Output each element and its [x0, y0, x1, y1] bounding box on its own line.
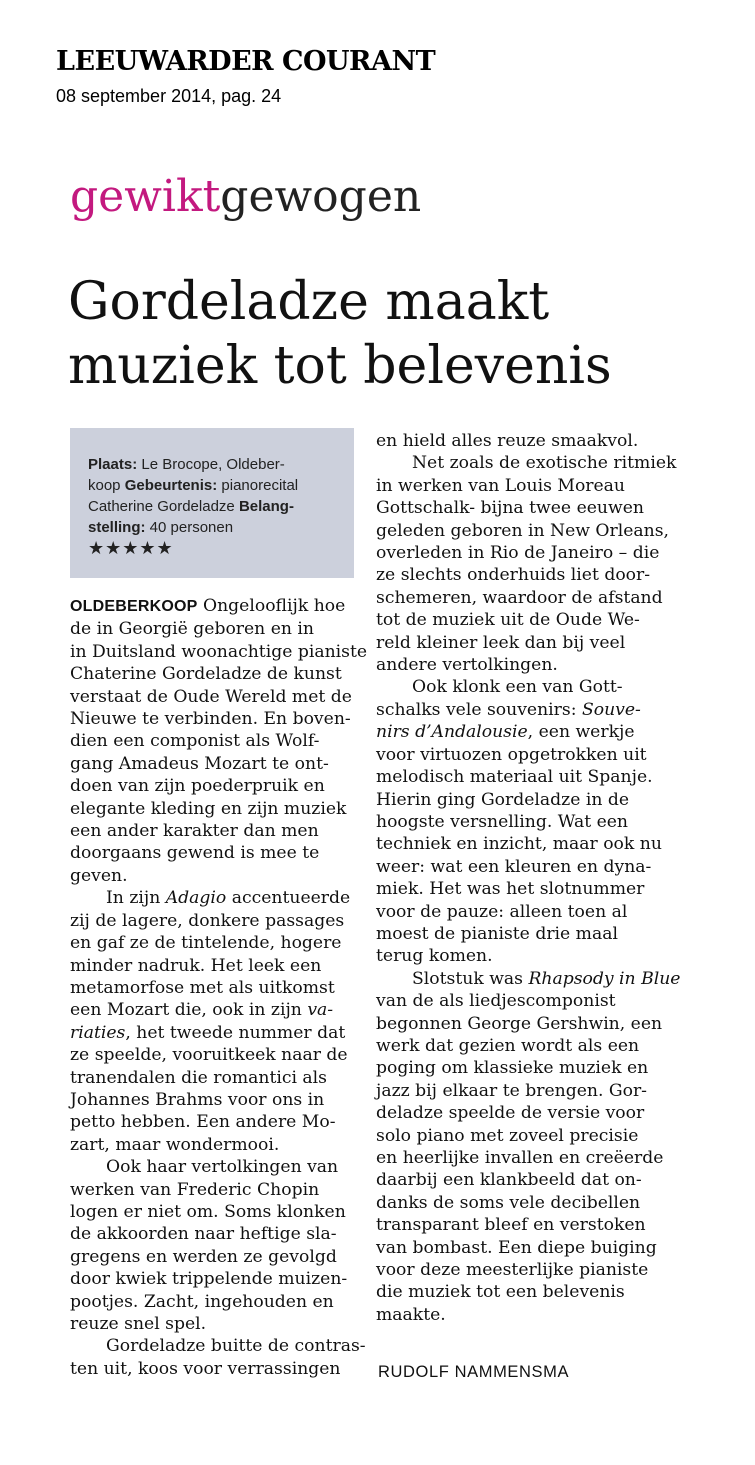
article-line	[70, 1291, 370, 1313]
article-line	[70, 618, 370, 640]
article-line	[376, 564, 676, 586]
article-line	[376, 1080, 676, 1102]
article-line	[70, 1044, 370, 1066]
article-line	[70, 708, 370, 730]
article-line	[376, 1304, 676, 1326]
text-run: tot de muziek uit de Oude We-	[376, 610, 640, 631]
text-run: en hield alles reuze smaakvol.	[376, 431, 639, 451]
text-run: petto hebben. Een andere Mo-	[70, 1112, 336, 1133]
text-run: metamorfose met als uitkomst	[70, 977, 335, 998]
text-run: miek. Het was het slotnummer	[376, 879, 645, 900]
text-run: overleden in Rio de Janeiro – die	[376, 543, 660, 564]
rubric-part-a: gewikt	[70, 171, 221, 222]
article-line	[70, 686, 370, 708]
article-line	[376, 1147, 676, 1169]
article-line	[376, 789, 676, 811]
article-line	[376, 542, 676, 564]
article-line	[70, 1358, 370, 1380]
text-run: , een werkje	[527, 722, 635, 743]
event-value: pianorecital	[217, 477, 299, 494]
text-run: solo piano met zoveel precisie	[376, 1125, 639, 1146]
event-infobox	[70, 428, 354, 578]
italic-title: va-	[307, 1000, 334, 1021]
text-run: een ander karakter dan men	[70, 821, 319, 842]
text-run: een Mozart die, ook in zijn	[70, 1000, 308, 1021]
text-run: deladze speelde de versie voor	[376, 1103, 645, 1124]
article-line	[376, 811, 676, 833]
article-line	[376, 923, 676, 945]
event-label: Gebeurtenis:	[124, 477, 218, 494]
article-line	[376, 744, 676, 766]
article-line	[70, 1246, 370, 1268]
article-line	[70, 842, 370, 864]
text-run: ten uit, koos voor verrassingen	[70, 1358, 341, 1379]
article-line	[70, 663, 370, 685]
article-line	[376, 1057, 676, 1079]
text-run: pootjes. Zacht, ingehouden en	[70, 1291, 334, 1312]
text-run: terug komen.	[376, 946, 493, 967]
headline-line-1: Gordeladze maakt	[68, 272, 550, 332]
text-run: In zijn	[106, 888, 166, 909]
article-line	[70, 865, 370, 887]
text-run: Chaterine Gordeladze de kunst	[70, 664, 342, 685]
publication-dateline: 08 september 2014, pag. 24	[56, 86, 282, 106]
article-kicker: OLDEBERKOOP	[70, 598, 198, 615]
text-run: Net zoals de exotische ritmiek	[412, 453, 677, 474]
article-line	[70, 595, 370, 618]
text-run: zij de lagere, donkere passages	[70, 910, 345, 931]
article-line	[70, 753, 370, 775]
place-value-cont: koop	[88, 477, 125, 494]
article-line	[70, 1313, 370, 1335]
article-line	[376, 833, 676, 855]
text-run: elegante kleding en zijn muziek	[70, 798, 347, 819]
article-headline	[68, 270, 728, 398]
text-run: Gottschalk- bijna twee eeuwen	[376, 498, 644, 519]
text-run: geven.	[70, 865, 128, 886]
article-column-left	[70, 595, 370, 1380]
rubric-part-b: gewogen	[220, 171, 422, 222]
text-run: voor virtuozen opgetrokken uit	[376, 744, 647, 765]
italic-title: Souve-	[581, 699, 641, 720]
text-run: melodisch materiaal uit Spanje.	[376, 767, 653, 788]
article-line	[376, 1192, 676, 1214]
article-line	[70, 1335, 370, 1357]
text-run: Johannes Brahms voor ons in	[70, 1089, 325, 1110]
article-line	[70, 820, 370, 842]
article-line	[70, 887, 370, 909]
text-run: accentueerde	[226, 888, 351, 909]
text-run: daarbij een klankbeeld dat on-	[376, 1170, 642, 1191]
article-line	[70, 977, 370, 999]
article-line	[376, 475, 676, 497]
article-line	[70, 1179, 370, 1201]
article-line	[376, 699, 676, 721]
article-line	[376, 497, 676, 519]
article-line	[376, 1013, 676, 1035]
article-line	[70, 910, 370, 932]
performer-name: Catherine Gordeladze	[88, 498, 239, 515]
text-run: en heerlijke invallen en creëerde	[376, 1148, 664, 1168]
text-run: Ook haar vertolkingen van	[106, 1157, 339, 1178]
text-run: gang Amadeus Mozart te ont-	[70, 753, 329, 774]
article-line	[376, 1035, 676, 1057]
article-line	[70, 1223, 370, 1245]
newspaper-masthead: LEEUWARDER COURANT	[56, 46, 436, 77]
article-line	[376, 901, 676, 923]
text-run: moest de pianiste drie maal	[376, 923, 618, 944]
text-run: techniek en inzicht, maar ook nu	[376, 834, 662, 855]
text-run: in Duitsland woonachtige pianiste	[70, 641, 368, 662]
article-line	[376, 452, 676, 474]
interest-label-a: Belang-	[238, 498, 294, 515]
text-run: poging om klassieke muziek en	[376, 1058, 649, 1079]
article-line	[70, 775, 370, 797]
text-run: van de als liedjescomponist	[376, 991, 616, 1012]
article-line	[376, 1125, 676, 1147]
article-line	[376, 609, 676, 631]
article-line	[376, 587, 676, 609]
infobox-line-2	[88, 475, 338, 496]
text-run: werk dat gezien wordt als een	[376, 1035, 640, 1056]
article-line	[70, 1156, 370, 1178]
text-run: van bombast. Een diepe buiging	[376, 1237, 657, 1258]
article-line	[376, 1169, 676, 1191]
text-run: Slotstuk was	[412, 968, 529, 989]
article-line	[376, 1259, 676, 1281]
article-line	[376, 1237, 676, 1259]
article-line	[70, 1089, 370, 1111]
italic-title: Adagio	[165, 888, 227, 909]
infobox-line-1	[88, 454, 338, 475]
text-run: dien een componist als Wolf-	[70, 731, 320, 752]
text-run: danks de soms vele decibellen	[376, 1192, 641, 1213]
text-run: schemeren, waardoor de afstand	[376, 587, 663, 608]
italic-title: nirs d’Andalousie	[376, 722, 528, 743]
text-run: jazz bij elkaar te brengen. Gor-	[376, 1080, 647, 1101]
article-line	[376, 676, 676, 698]
text-run: Gordeladze buitte de contras-	[106, 1336, 366, 1357]
text-run: voor deze meesterlijke pianiste	[376, 1260, 649, 1281]
text-run: de akkoorden naar heftige sla-	[70, 1224, 337, 1245]
article-line	[376, 430, 676, 452]
text-run: Hierin ging Gordeladze in de	[376, 789, 630, 810]
article-line	[70, 798, 370, 820]
italic-title: Rhapsody in Blue	[528, 968, 681, 989]
text-run: minder nadruk. Het leek een	[70, 955, 322, 976]
article-line	[70, 1201, 370, 1223]
text-run: en gaf ze de tintelende, hogere	[70, 933, 342, 954]
text-run: reuze snel spel.	[70, 1314, 207, 1334]
text-run: die muziek tot een belevenis	[376, 1282, 625, 1303]
section-rubric	[70, 172, 421, 223]
article-line	[376, 856, 676, 878]
text-run: ze slechts onderhuids liet door-	[376, 565, 651, 586]
article-line	[70, 1268, 370, 1290]
text-run: de in Georgië geboren en in	[70, 619, 314, 640]
article-line	[376, 1281, 676, 1303]
text-run: Nieuwe te verbinden. En boven-	[70, 709, 351, 730]
place-label: Plaats:	[88, 456, 138, 473]
article-line	[70, 1067, 370, 1089]
text-run: gregens en werden ze gevolgd	[70, 1246, 337, 1267]
star-rating: ★★★★★	[88, 538, 174, 558]
author-byline: RUDOLF NAMMENSMA	[378, 1363, 570, 1381]
text-run: logen er niet om. Soms klonken	[70, 1201, 346, 1222]
article-line	[376, 1214, 676, 1236]
article-line	[376, 1102, 676, 1124]
text-run: zart, maar wondermooi.	[70, 1134, 280, 1155]
article-line	[376, 632, 676, 654]
text-run: tranendalen die romantici als	[70, 1067, 327, 1088]
headline-line-2: muziek tot belevenis	[68, 336, 612, 396]
text-run: , het tweede nummer dat	[125, 1022, 346, 1043]
text-run: in werken van Louis Moreau	[376, 475, 626, 496]
article-line	[376, 654, 676, 676]
article-line	[376, 968, 681, 990]
article-line	[376, 878, 676, 900]
article-line	[376, 766, 676, 788]
article-line	[70, 932, 370, 954]
text-run: voor de pauze: alleen toen al	[376, 901, 628, 922]
text-run: hoogste versnelling. Wat een	[376, 811, 628, 832]
article-line	[376, 721, 676, 743]
text-run: schalks vele souvenirs:	[376, 699, 582, 720]
article-line	[70, 1111, 370, 1133]
text-run: weer: wat een kleuren en dyna-	[376, 856, 652, 877]
italic-title: riaties	[70, 1022, 126, 1043]
infobox-line-4	[88, 517, 338, 538]
text-run: Ook klonk een van Gott-	[412, 677, 623, 698]
text-run: Ongelooflijk hoe	[203, 596, 346, 616]
interest-label-b: stelling:	[88, 519, 146, 536]
text-run: begonnen George Gershwin, een	[376, 1013, 663, 1034]
article-line	[376, 990, 676, 1012]
article-line	[70, 1022, 370, 1044]
text-run: ze speelde, vooruitkeek naar de	[70, 1045, 348, 1066]
article-line	[376, 945, 676, 967]
infobox-line-3	[88, 496, 338, 517]
text-run: doen van zijn poederpruik en	[70, 776, 325, 797]
text-run: door kwiek trippelende muizen-	[70, 1269, 348, 1290]
text-run: verstaat de Oude Wereld met de	[70, 686, 352, 707]
text-run: reld kleiner leek dan bij veel	[376, 632, 626, 653]
article-column-right	[376, 430, 681, 1326]
article-line	[70, 1134, 370, 1156]
article-line	[70, 730, 370, 752]
text-run: werken van Frederic Chopin	[70, 1179, 320, 1200]
text-run: geleden geboren in New Orleans,	[376, 520, 669, 541]
text-run: andere vertolkingen.	[376, 655, 558, 676]
article-line	[70, 641, 370, 663]
article-line	[70, 999, 370, 1021]
article-line	[70, 955, 370, 977]
interest-value: 40 personen	[145, 519, 234, 536]
text-run: transparant bleef en verstoken	[376, 1215, 646, 1236]
article-line	[376, 520, 676, 542]
text-run: maakte.	[376, 1304, 446, 1325]
place-value: Le Brocope, Oldeber-	[137, 456, 285, 473]
text-run: doorgaans gewend is mee te	[70, 843, 320, 864]
